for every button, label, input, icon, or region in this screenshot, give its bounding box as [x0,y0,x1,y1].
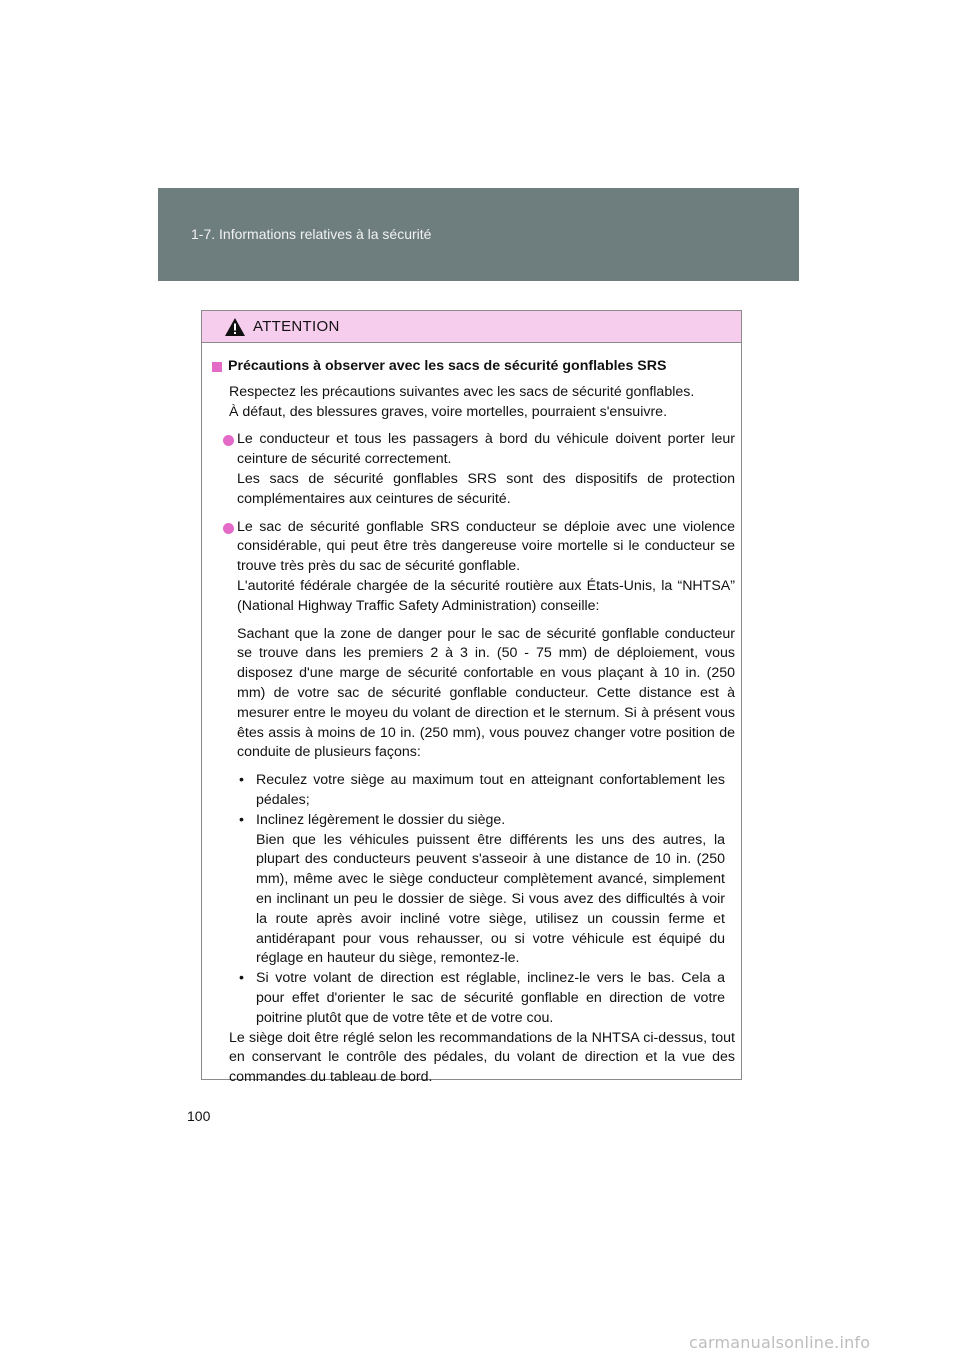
bullet-text: Le sac de sécurité gonflable SRS conducteur se déploie avec une violence considérable, qui peut être très dangereuse voire mortelle si le conducteur se trouve très près du sac de sécurité gonflable. [237,518,735,575]
warning-triangle-icon [224,317,246,337]
bullet-item [212,518,735,1029]
intro-line: À défaut, des blessures graves, voire mortelles, pourraient s'ensuivre. [229,403,668,420]
dot-bullet-icon: • [239,772,244,789]
dot-bullet-icon: • [239,811,244,828]
round-bullet-icon [223,435,234,446]
bullet-text: Les sacs de sécurité gonflables SRS sont des dispositifs de protection complémentaires aux ceintures de sécurité. [237,470,735,507]
list-item-text: Bien que les véhicules puissent être différents les uns des autres, la plupart des conducteurs peuvent s'asseoir à une distance de 10 in. (250 mm), même avec le siège conducteur complètement avancé, simplement en inclinant un peu le dossier de siège. Si vous avez des difficultés à voir la route après avoir incliné votre siège, utilisez un coussin ferme et antidérapant pour vous rehausser, ou si votre véhicule est équipé du réglage en hauteur du siège, remontez-le. [256,831,725,967]
square-bullet-icon [212,362,222,372]
intro-block [212,383,735,423]
list-item-text: Inclinez légèrement le dossier du siège. [256,811,506,828]
round-bullet-icon [223,523,234,534]
bullet-item [212,430,735,509]
nhtsa-advice: Sachant que la zone de danger pour le sac de sécurité gonflable conducteur se trouve dans les premiers 2 à 3 in. (50 - 75 mm) de déploiement, vous disposez d'une marge de sécurité confortable en vous plaçant à 10 in. (250 mm) de votre sac de sécurité gonflable conducteur. Cette distance est à mesurer entre le moyeu du volant de direction et le sternum. Si à présent vous êtes assis à moins de 10 in. (250 mm), vous pouvez changer votre position de conduite de plusieurs façons: [237,625,735,761]
list-item [237,771,725,811]
warning-body [202,343,741,1088]
list-item-text: Reculez votre siège au maximum tout en atteignant confortablement les pédales; [256,772,725,808]
page-number: 100 [187,1108,211,1124]
closing-paragraph: Le siège doit être réglé selon les recommandations de la NHTSA ci-dessus, tout en conservant le contrôle des pédales, du volant de direction et la vue des commandes du tableau de bord. [229,1029,735,1086]
section-header-band [158,188,799,281]
dot-bullet-icon: • [239,970,244,987]
warning-label: ATTENTION [253,318,340,335]
sub-list [237,771,735,1028]
bullet-text: Le conducteur et tous les passagers à bord du véhicule doivent porter leur ceinture de sécurité correctement. [237,431,735,468]
warning-heading [212,357,735,377]
list-item [237,969,725,1028]
warning-box [201,310,742,1086]
warning-heading-text: Précautions à observer avec les sacs de sécurité gonflables SRS [228,358,667,374]
watermark-text: carmanualsonline.info [689,1333,871,1352]
section-title: 1-7. Informations relatives à la sécurité [191,226,432,242]
list-item [237,831,725,970]
list-item-text: Si votre volant de direction est réglable, inclinez-le vers le bas. Cela a pour effet d'orienter le sac de sécurité gonflable en direction de votre poitrine plutôt que de votre tête et de votre cou. [256,970,725,1026]
intro-line: Respectez les précautions suivantes avec les sacs de sécurité gonflables. [229,383,695,400]
list-item [237,811,725,831]
warning-header [202,311,741,343]
bullet-text: L'autorité fédérale chargée de la sécurité routière aux États-Unis, la “NHTSA” (National Highway Traffic Safety Administration) conseille: [237,577,735,614]
